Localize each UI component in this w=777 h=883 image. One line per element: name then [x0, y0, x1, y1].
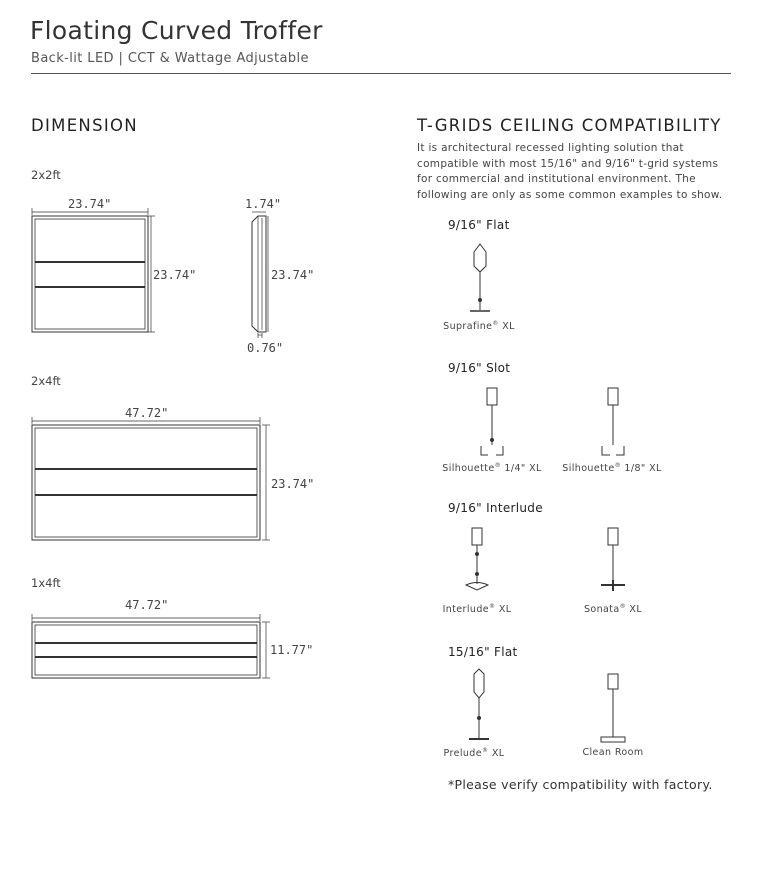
grid-clean-room-drawing — [601, 674, 625, 742]
dim-2x2-side-depth: 1.74" — [245, 197, 282, 211]
grid-silhouette-eighth-drawing — [602, 388, 624, 455]
compatibility-footnote: *Please verify compatibility with factory. — [448, 777, 713, 792]
dim-2x4-height: 23.74" — [271, 477, 315, 491]
caption-silhouette-quarter: Silhouette® 1/4" XL — [442, 462, 542, 475]
group-title-flat-916: 9/16" Flat — [448, 218, 510, 232]
fixture-2x2-front-drawing — [32, 208, 155, 332]
fixture-2x2-side-drawing — [252, 212, 268, 338]
caption-suprafine: Suprafine® XL — [443, 320, 515, 333]
grid-sonata-drawing — [601, 528, 625, 591]
dim-1x4-height: 11.77" — [270, 643, 314, 657]
size-label-2x4: 2x4ft — [31, 374, 61, 388]
description-line: It is architectural recessed lighting solution that — [417, 142, 684, 154]
fixture-1x4-drawing — [32, 614, 270, 678]
fixture-2x4-drawing — [32, 417, 270, 540]
grid-prelude-drawing — [469, 669, 489, 739]
group-title-interlude-916: 9/16" Interlude — [448, 501, 543, 515]
size-label-1x4: 1x4ft — [31, 576, 61, 590]
description-line: for commercial and institutional environment. The — [417, 173, 696, 185]
grid-silhouette-quarter-drawing — [481, 388, 503, 455]
dim-2x2-side-height: 23.74" — [271, 268, 315, 282]
dim-2x4-width: 47.72" — [125, 406, 169, 420]
caption-silhouette-eighth: Silhouette® 1/8" XL — [562, 462, 662, 475]
caption-clean-room: Clean Room — [582, 747, 644, 758]
dim-2x2-side-flange: 0.76" — [247, 341, 284, 355]
caption-sonata: Sonata® XL — [583, 603, 643, 616]
grid-interlude-drawing — [466, 528, 488, 590]
compat-description — [417, 141, 737, 203]
caption-prelude: Prelude® XL — [443, 747, 505, 760]
dim-2x2-width: 23.74" — [68, 197, 112, 211]
size-label-2x2: 2x2ft — [31, 168, 61, 182]
page-subtitle: Back-lit LED | CCT & Wattage Adjustable — [31, 51, 309, 66]
page-title: Floating Curved Troffer — [30, 16, 323, 45]
description-line: compatible with most 15/16" and 9/16" t-grid systems — [417, 157, 719, 170]
dim-2x2-height: 23.74" — [153, 268, 197, 282]
caption-interlude: Interlude® XL — [442, 603, 512, 616]
compat-heading: T-GRIDS CEILING COMPATIBILITY — [417, 116, 722, 135]
dim-1x4-width: 47.72" — [125, 598, 169, 612]
group-title-flat-1516: 15/16" Flat — [448, 645, 518, 659]
dimension-heading: DIMENSION — [31, 116, 138, 135]
group-title-slot-916: 9/16" Slot — [448, 361, 511, 375]
grid-suprafine-drawing — [470, 244, 490, 311]
description-line: following are only as some common examples to show. — [417, 188, 723, 201]
